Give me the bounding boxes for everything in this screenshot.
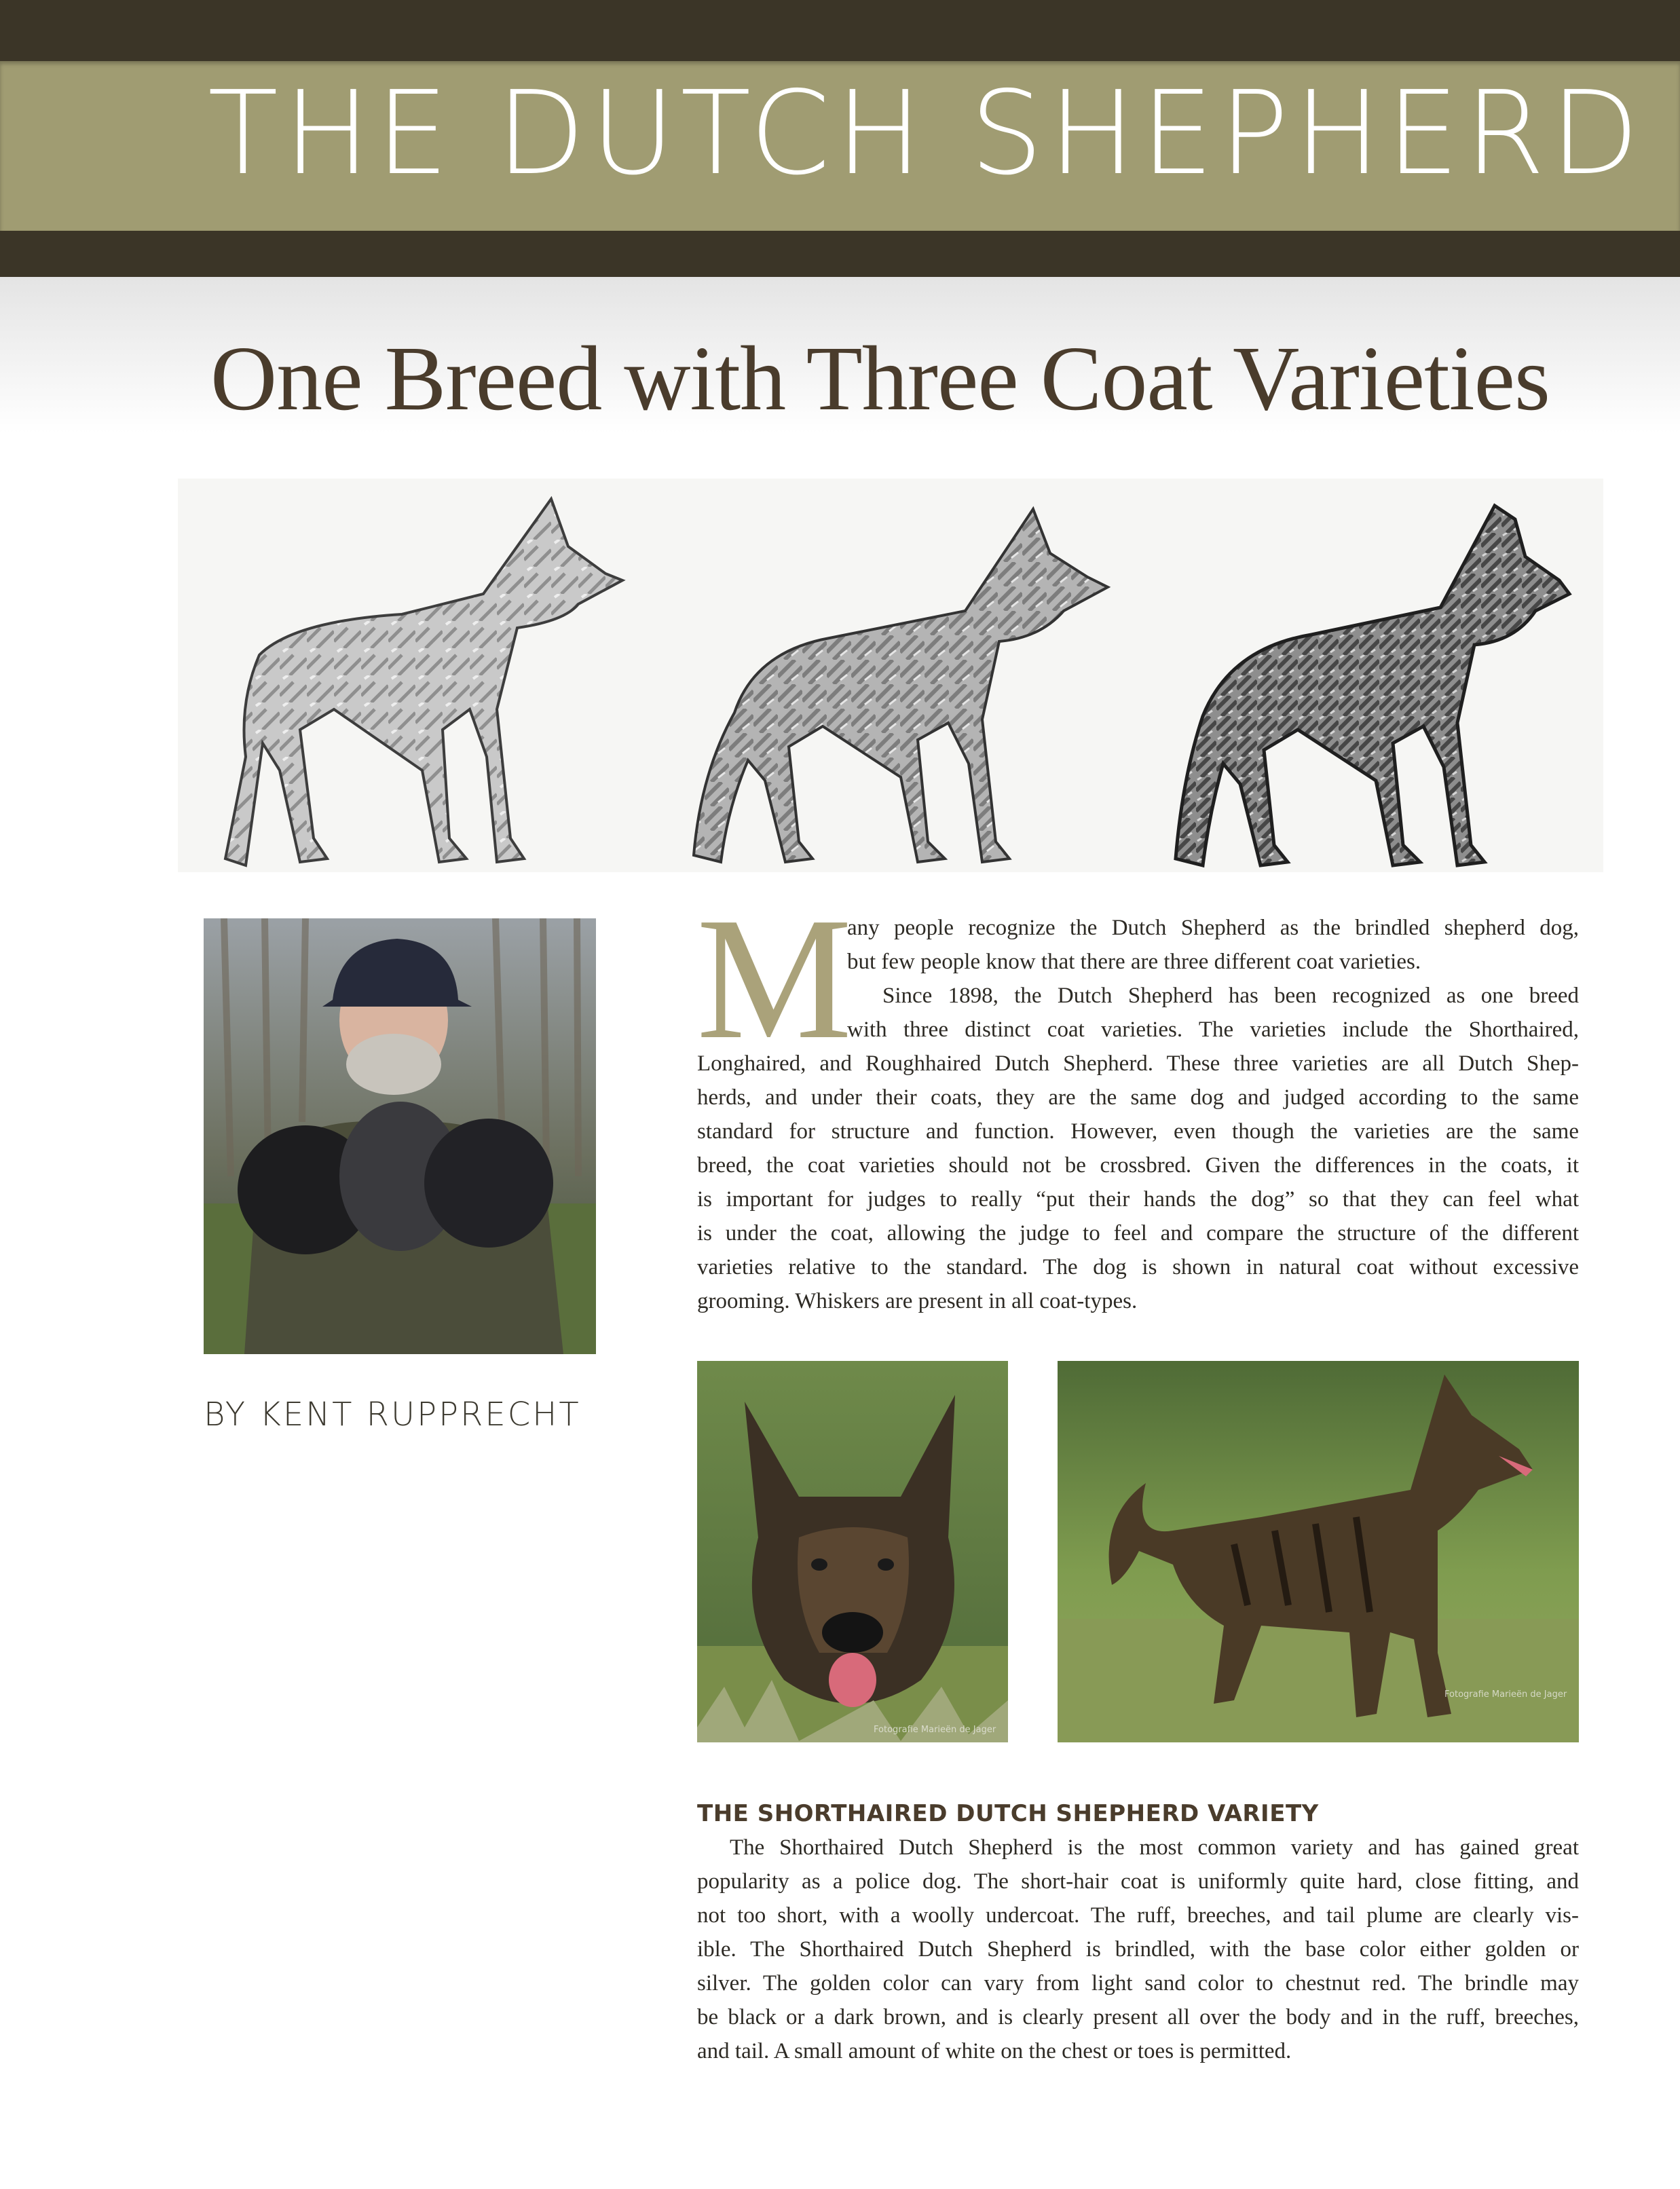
section-line: be black or a dark brown, and is clearly present all over the body and in the ruff, breeches, xyxy=(697,2005,1579,2029)
author-photo xyxy=(204,918,596,1354)
photo-credit: Fotografie Marieën de Jager xyxy=(874,1725,996,1735)
section-line: not too short, with a woolly undercoat. The ruff, breeches, and tail plume are clearly vis- xyxy=(697,1903,1579,1928)
section-heading: THE SHORTHAIRED DUTCH SHEPHERD VARIETY xyxy=(697,1800,1319,1827)
intro-line: breed, the coat varieties should not be crossbred. Given the differences in the coats, it xyxy=(697,1153,1579,1178)
section-line: The Shorthaired Dutch Shepherd is the most common variety and has gained great xyxy=(730,1835,1579,1860)
dropcap: M xyxy=(696,881,853,1075)
section-line: ible. The Shorthaired Dutch Shepherd is brindled, with the base color either golden or xyxy=(697,1937,1579,1962)
section-line: and tail. A small amount of white on the chest or toes is permitted. xyxy=(697,2039,1292,2063)
header-bottom-bar xyxy=(0,231,1680,277)
page-title: THE DUTCH SHEPHERD xyxy=(208,67,1645,201)
intro-line: but few people know that there are three different coat varieties. xyxy=(847,950,1421,974)
shorthaired-dog-drawing-icon xyxy=(225,499,622,865)
longhaired-dog-drawing-icon xyxy=(694,509,1108,862)
intro-line: standard for structure and function. However, even though the varieties are the same xyxy=(697,1119,1579,1144)
intro-line: is important for judges to really “put their hands the dog” so that they can feel what xyxy=(697,1187,1579,1212)
section-line: popularity as a police dog. The short-hair coat is uniformly quite hard, close fitting, and xyxy=(697,1869,1579,1894)
intro-line: any people recognize the Dutch Shepherd as the brindled shepherd dog, xyxy=(847,916,1579,940)
byline: BY KENT RUPPRECHT xyxy=(204,1396,581,1434)
roughhaired-dog-drawing-icon xyxy=(1176,506,1569,865)
photo-credit: Fotografie Marieën de Jager xyxy=(1444,1689,1567,1700)
dog-head-photo xyxy=(697,1361,1008,1742)
coat-varieties-illustration xyxy=(178,479,1603,872)
intro-line: grooming. Whiskers are present in all coat-types. xyxy=(697,1289,1138,1313)
intro-line: Since 1898, the Dutch Shepherd has been recognized as one breed xyxy=(882,984,1579,1008)
page-subtitle: One Breed with Three Coat Varieties xyxy=(210,328,1550,430)
dog-standing-photo xyxy=(1058,1361,1579,1742)
intro-line: Longhaired, and Roughhaired Dutch Shepherd. These three varieties are all Dutch Shep- xyxy=(697,1051,1579,1076)
intro-line: is under the coat, allowing the judge to feel and compare the structure of the different xyxy=(697,1221,1579,1246)
intro-line: with three distinct coat varieties. The varieties include the Shorthaired, xyxy=(847,1017,1579,1042)
intro-line: herds, and under their coats, they are the same dog and judged according to the same xyxy=(697,1085,1579,1110)
section-line: silver. The golden color can vary from light sand color to chestnut red. The brindle may xyxy=(697,1971,1579,1996)
header-top-bar xyxy=(0,0,1680,61)
intro-line: varieties relative to the standard. The dog is shown in natural coat without excessive xyxy=(697,1255,1579,1279)
